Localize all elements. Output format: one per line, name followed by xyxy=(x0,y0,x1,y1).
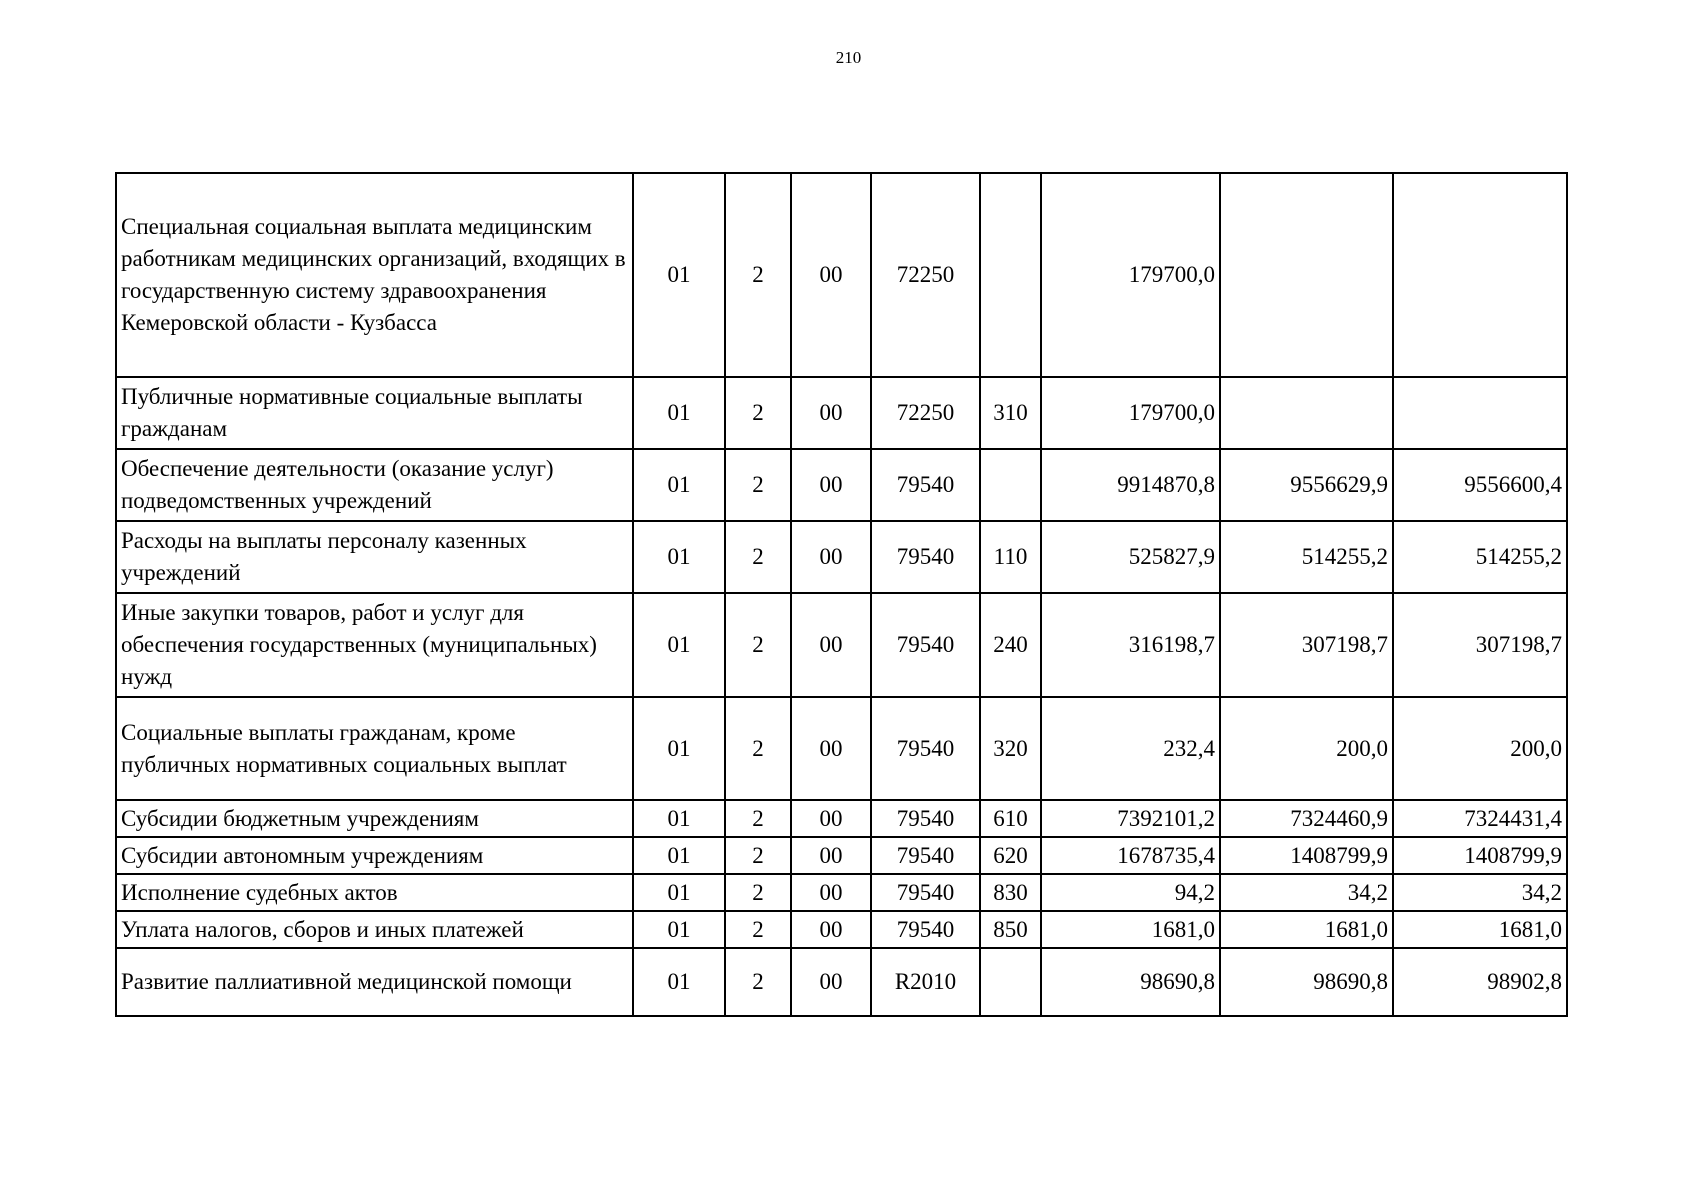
cell-code-3: 00 xyxy=(791,800,871,837)
table-body xyxy=(116,173,1567,1016)
row-name: Социальные выплаты гражданам, кроме публичных нормативных социальных выплат xyxy=(116,697,633,800)
cell-code-5: 110 xyxy=(980,521,1041,593)
cell-code-4: 79540 xyxy=(871,521,980,593)
cell-code-4: 79540 xyxy=(871,800,980,837)
cell-code-4: 79540 xyxy=(871,837,980,874)
cell-amount-1: 1681,0 xyxy=(1041,911,1220,948)
cell-amount-2: 34,2 xyxy=(1220,874,1393,911)
cell-code-5: 850 xyxy=(980,911,1041,948)
cell-code-5: 830 xyxy=(980,874,1041,911)
cell-code-2: 2 xyxy=(725,697,791,800)
cell-code-4: R2010 xyxy=(871,948,980,1016)
cell-code-3: 00 xyxy=(791,874,871,911)
cell-amount-2: 98690,8 xyxy=(1220,948,1393,1016)
cell-code-3: 00 xyxy=(791,697,871,800)
cell-amount-3: 514255,2 xyxy=(1393,521,1567,593)
cell-amount-3: 7324431,4 xyxy=(1393,800,1567,837)
row-name: Уплата налогов, сборов и иных платежей xyxy=(116,911,633,948)
cell-code-5: 240 xyxy=(980,593,1041,697)
cell-code-3: 00 xyxy=(791,837,871,874)
cell-code-3: 00 xyxy=(791,948,871,1016)
row-name: Обеспечение деятельности (оказание услуг) подведомственных учреждений xyxy=(116,449,633,521)
row-name: Субсидии автономным учреждениям xyxy=(116,837,633,874)
cell-amount-2: 307198,7 xyxy=(1220,593,1393,697)
cell-code-4: 79540 xyxy=(871,911,980,948)
cell-code-1: 01 xyxy=(633,377,725,449)
cell-amount-2 xyxy=(1220,377,1393,449)
cell-code-4: 72250 xyxy=(871,173,980,377)
page-number: 210 xyxy=(835,48,862,67)
cell-code-3: 00 xyxy=(791,593,871,697)
cell-code-5: 620 xyxy=(980,837,1041,874)
table-row xyxy=(116,697,1567,800)
cell-amount-3: 98902,8 xyxy=(1393,948,1567,1016)
cell-code-2: 2 xyxy=(725,377,791,449)
cell-amount-1: 9914870,8 xyxy=(1041,449,1220,521)
cell-amount-2: 514255,2 xyxy=(1220,521,1393,593)
table-row xyxy=(116,593,1567,697)
cell-code-1: 01 xyxy=(633,697,725,800)
cell-code-1: 01 xyxy=(633,911,725,948)
cell-code-3: 00 xyxy=(791,449,871,521)
cell-code-2: 2 xyxy=(725,800,791,837)
budget-table xyxy=(115,172,1568,1017)
table-row xyxy=(116,377,1567,449)
cell-code-3: 00 xyxy=(791,521,871,593)
cell-amount-3: 200,0 xyxy=(1393,697,1567,800)
cell-code-5 xyxy=(980,449,1041,521)
cell-code-1: 01 xyxy=(633,593,725,697)
cell-code-3: 00 xyxy=(791,377,871,449)
cell-amount-3: 1408799,9 xyxy=(1393,837,1567,874)
cell-code-2: 2 xyxy=(725,874,791,911)
cell-code-2: 2 xyxy=(725,521,791,593)
cell-amount-1: 179700,0 xyxy=(1041,377,1220,449)
cell-code-4: 72250 xyxy=(871,377,980,449)
cell-code-4: 79540 xyxy=(871,593,980,697)
cell-code-4: 79540 xyxy=(871,449,980,521)
row-name: Расходы на выплаты персоналу казенных учреждений xyxy=(116,521,633,593)
table-row xyxy=(116,800,1567,837)
cell-code-2: 2 xyxy=(725,911,791,948)
cell-amount-3: 9556600,4 xyxy=(1393,449,1567,521)
cell-amount-3 xyxy=(1393,173,1567,377)
cell-code-2: 2 xyxy=(725,449,791,521)
table-row xyxy=(116,173,1567,377)
cell-amount-1: 316198,7 xyxy=(1041,593,1220,697)
cell-code-4: 79540 xyxy=(871,874,980,911)
cell-code-5 xyxy=(980,948,1041,1016)
cell-code-2: 2 xyxy=(725,948,791,1016)
cell-amount-1: 179700,0 xyxy=(1041,173,1220,377)
cell-amount-3: 1681,0 xyxy=(1393,911,1567,948)
row-name: Субсидии бюджетным учреждениям xyxy=(116,800,633,837)
row-name: Исполнение судебных актов xyxy=(116,874,633,911)
cell-code-1: 01 xyxy=(633,173,725,377)
row-name: Специальная социальная выплата медицинским работникам медицинских организаций, входящих в государственную систему здравоохранения Кемеровской области - Кузбасса xyxy=(116,173,633,377)
row-name: Иные закупки товаров, работ и услуг для обеспечения государственных (муниципальных) нужд xyxy=(116,593,633,697)
cell-amount-2: 1408799,9 xyxy=(1220,837,1393,874)
row-name: Публичные нормативные социальные выплаты гражданам xyxy=(116,377,633,449)
cell-code-2: 2 xyxy=(725,593,791,697)
table-row xyxy=(116,911,1567,948)
table-row xyxy=(116,521,1567,593)
cell-amount-2: 200,0 xyxy=(1220,697,1393,800)
cell-amount-2: 9556629,9 xyxy=(1220,449,1393,521)
cell-amount-3: 34,2 xyxy=(1393,874,1567,911)
cell-amount-1: 1678735,4 xyxy=(1041,837,1220,874)
table-row xyxy=(116,837,1567,874)
cell-code-1: 01 xyxy=(633,521,725,593)
cell-amount-3 xyxy=(1393,377,1567,449)
table-row xyxy=(116,874,1567,911)
cell-code-1: 01 xyxy=(633,449,725,521)
cell-amount-1: 98690,8 xyxy=(1041,948,1220,1016)
row-name: Развитие паллиативной медицинской помощи xyxy=(116,948,633,1016)
cell-amount-2: 1681,0 xyxy=(1220,911,1393,948)
cell-code-3: 00 xyxy=(791,173,871,377)
cell-amount-1: 232,4 xyxy=(1041,697,1220,800)
cell-code-5: 320 xyxy=(980,697,1041,800)
cell-code-4: 79540 xyxy=(871,697,980,800)
cell-code-5: 310 xyxy=(980,377,1041,449)
cell-code-5 xyxy=(980,173,1041,377)
cell-code-2: 2 xyxy=(725,173,791,377)
cell-amount-3: 307198,7 xyxy=(1393,593,1567,697)
cell-amount-1: 525827,9 xyxy=(1041,521,1220,593)
cell-code-2: 2 xyxy=(725,837,791,874)
cell-code-1: 01 xyxy=(633,874,725,911)
table-row xyxy=(116,948,1567,1016)
cell-code-3: 00 xyxy=(791,911,871,948)
cell-code-1: 01 xyxy=(633,948,725,1016)
cell-code-1: 01 xyxy=(633,837,725,874)
cell-code-5: 610 xyxy=(980,800,1041,837)
cell-amount-2: 7324460,9 xyxy=(1220,800,1393,837)
table-row xyxy=(116,449,1567,521)
cell-code-1: 01 xyxy=(633,800,725,837)
cell-amount-2 xyxy=(1220,173,1393,377)
cell-amount-1: 7392101,2 xyxy=(1041,800,1220,837)
cell-amount-1: 94,2 xyxy=(1041,874,1220,911)
